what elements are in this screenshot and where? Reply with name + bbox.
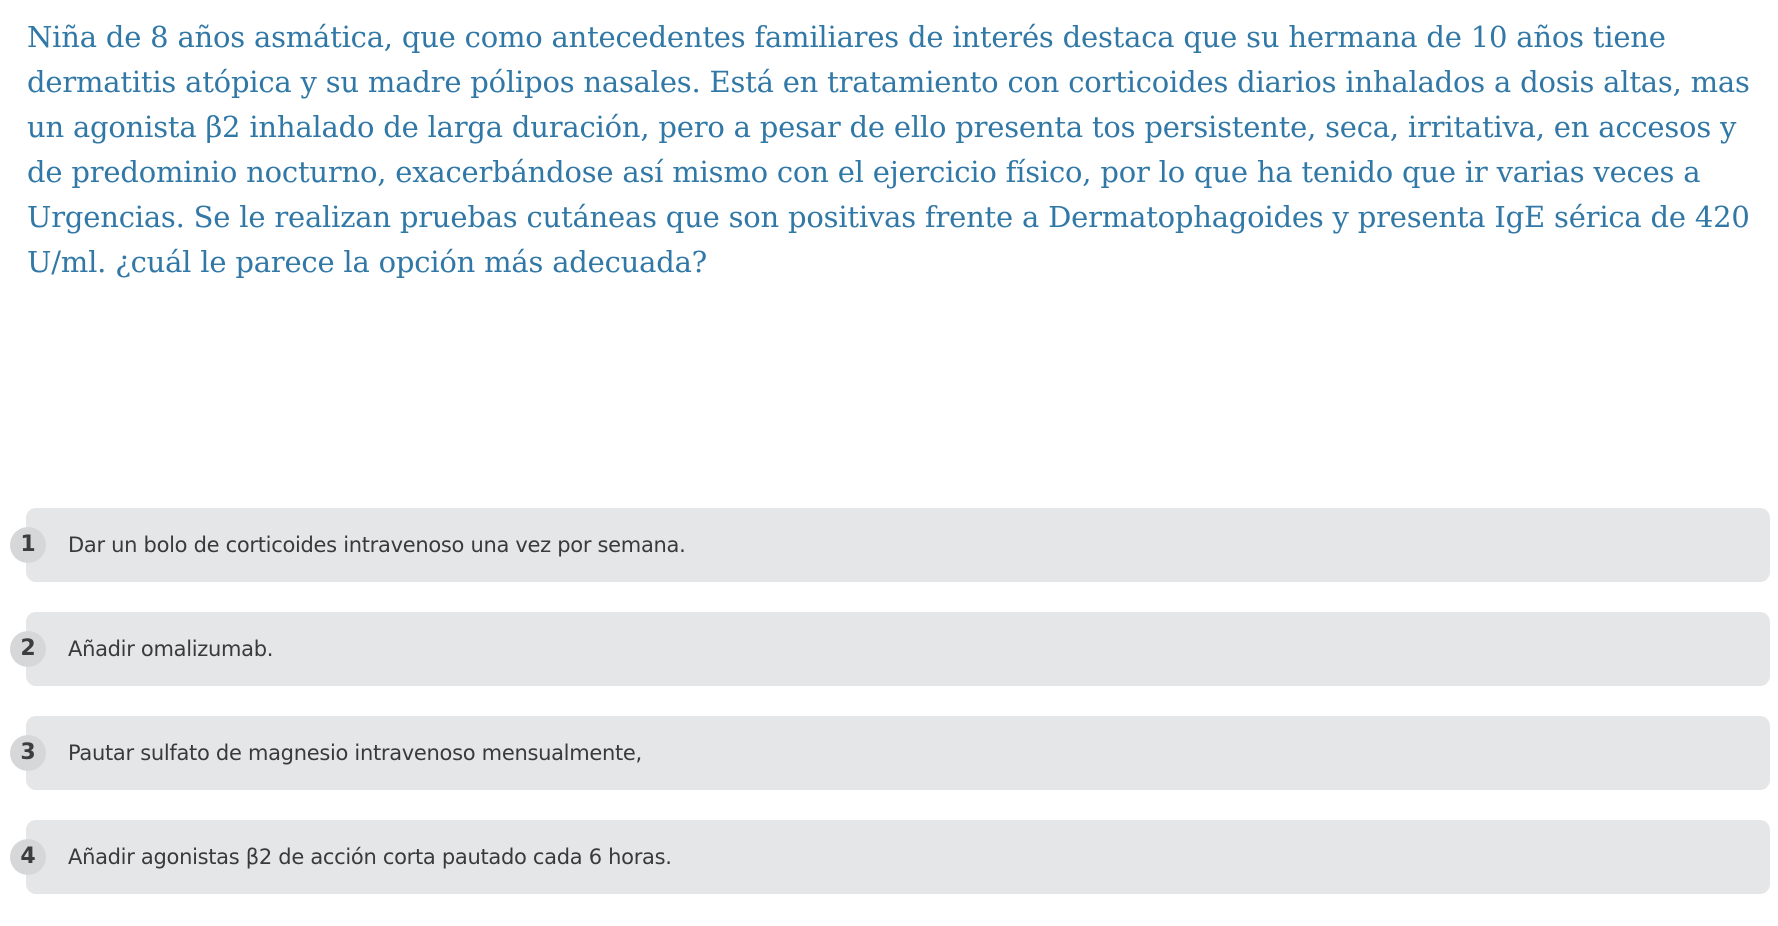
answer-options — [10, 508, 1770, 924]
answer-option-box[interactable] — [26, 612, 1770, 686]
answer-option-2[interactable] — [10, 612, 1770, 686]
answer-option-label: Pautar sulfato de magnesio intravenoso mensualmente, — [68, 741, 642, 765]
answer-option-3[interactable] — [10, 716, 1770, 790]
answer-option-1[interactable] — [10, 508, 1770, 582]
answer-option-4[interactable] — [10, 820, 1770, 894]
answer-option-label: Dar un bolo de corticoides intravenoso una vez por semana. — [68, 533, 686, 557]
answer-number-badge: 1 — [10, 527, 46, 563]
answer-number-badge: 3 — [10, 735, 46, 771]
answer-number-badge: 4 — [10, 839, 46, 875]
answer-option-label: Añadir omalizumab. — [68, 637, 274, 661]
answer-option-label: Añadir agonistas β2 de acción corta pautado cada 6 horas. — [68, 845, 672, 869]
question-text: Niña de 8 años asmática, que como antecedentes familiares de interés destaca que su hermana de 10 años tiene dermatitis atópica y su madre pólipos nasales. Está en tratamiento con corticoides diarios inhalados a dosis altas, mas un agonista β2 inhalado de larga duración, pero a pesar de ello presenta tos persistente, seca, irritativa, en accesos y de predominio nocturno, exacerbándose así mismo con el ejercicio físico, por lo que ha tenido que ir varias veces a Urgencias. Se le realizan pruebas cutáneas que son positivas frente a Dermatophagoides y presenta IgE sérica de 420 U/ml. ¿cuál le parece la opción más adecuada? — [27, 20, 1750, 279]
answer-number-badge: 2 — [10, 631, 46, 667]
